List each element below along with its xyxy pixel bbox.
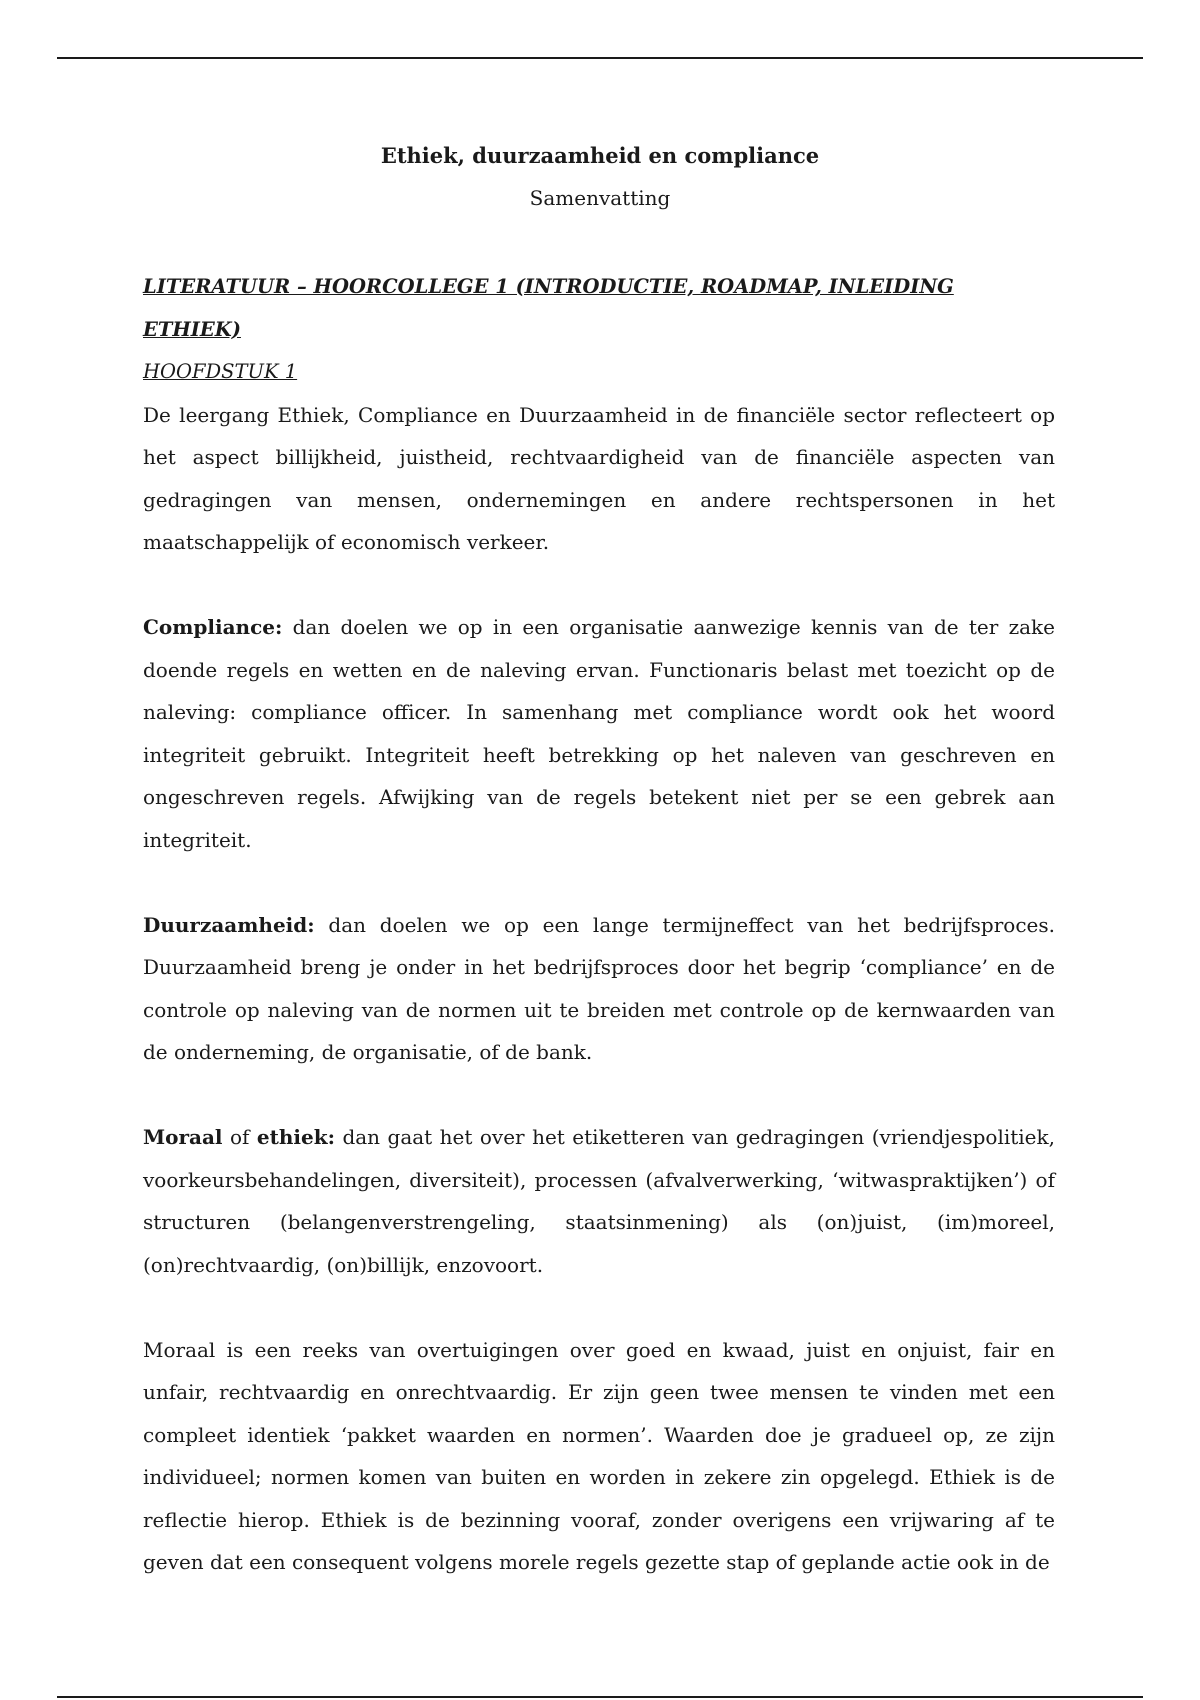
document-subtitle: Samenvatting (529, 186, 671, 210)
moraal-term: Moraal (143, 1125, 223, 1149)
moraal-connector: of (222, 1125, 257, 1149)
duurzaamheid-term: Duurzaamheid: (143, 912, 315, 937)
title-block (0, 140, 1200, 214)
compliance-paragraph (143, 606, 1055, 861)
document-body (143, 266, 1055, 1626)
moraal-ethiek-text: dan gaat het over het etiketteren van gedragingen (vriendjespolitiek, voorkeursbehandelingen, diversiteit), processen (afvalverwerking, ‘witwaspraktijken’) of structuren (belangenverstrengeling, staatsinmening) als (on)juist, (im)moreel, (on)rechtvaardig, (on)billijk, enzovoort. (143, 1125, 1055, 1277)
chapter-heading: HOOFDSTUK 1 (143, 360, 298, 383)
duurzaamheid-text: dan doelen we op een lange termijneffect van het bedrijfsproces. Duurzaamheid breng je onder in het bedrijfsproces door het begrip ‘compliance’ en de controle op naleving van de normen uit te breiden met controle op de kernwaarden van de onderneming, de organisatie, of de bank. (143, 912, 1055, 1064)
document-title: Ethiek, duurzaamheid en compliance (380, 143, 820, 168)
moraal-definition-paragraph: Moraal is een reeks van overtuigingen over goed en kwaad, juist en onjuist, fair en unfair, rechtvaardig en onrechtvaardig. Er zijn geen twee mensen te vinden met een compleet identiek ‘pakket waarden en normen’. Waarden doe je gradueel op, ze zijn individueel; normen komen van buiten en worden in zekere zin opgelegd. Ethiek is de reflectie hierop. Ethiek is de bezinning vooraf, zonder overigens een vrijwaring af te geven dat een consequent volgens morele regels gezette stap of geplande actie ook in de (143, 1337, 1055, 1574)
section-heading: LITERATUUR – HOORCOLLEGE 1 (INTRODUCTIE, ROADMAP, INLEIDING ETHIEK) (143, 275, 954, 341)
compliance-term: Compliance: (143, 615, 283, 639)
moraal-ethiek-paragraph (143, 1116, 1055, 1286)
ethiek-term: ethiek: (256, 1125, 335, 1149)
intro-paragraph: De leergang Ethiek, Compliance en Duurzaamheid in de financiële sector reflecteert op het aspect billijkheid, juistheid, rechtvaardigheid van de financiële aspecten van gedragingen van mensen, ondernemingen en andere rechtspersonen in het maatschappelijk of economisch verkeer. (143, 402, 1055, 554)
page-bottom-rule (57, 1696, 1143, 1698)
compliance-text: dan doelen we op in een organisatie aanwezige kennis van de ter zake doende regels en wetten en de naleving ervan. Functionaris belast met toezicht op de naleving: compliance officer. In samenhang met compliance wordt ook het woord integriteit gebruikt. Integriteit heeft betrekking op het naleven van geschreven en ongeschreven regels. Afwijking van de regels betekent niet per se een gebrek aan integriteit. (143, 615, 1055, 852)
page-top-rule (57, 57, 1143, 59)
duurzaamheid-paragraph (143, 904, 1055, 1074)
